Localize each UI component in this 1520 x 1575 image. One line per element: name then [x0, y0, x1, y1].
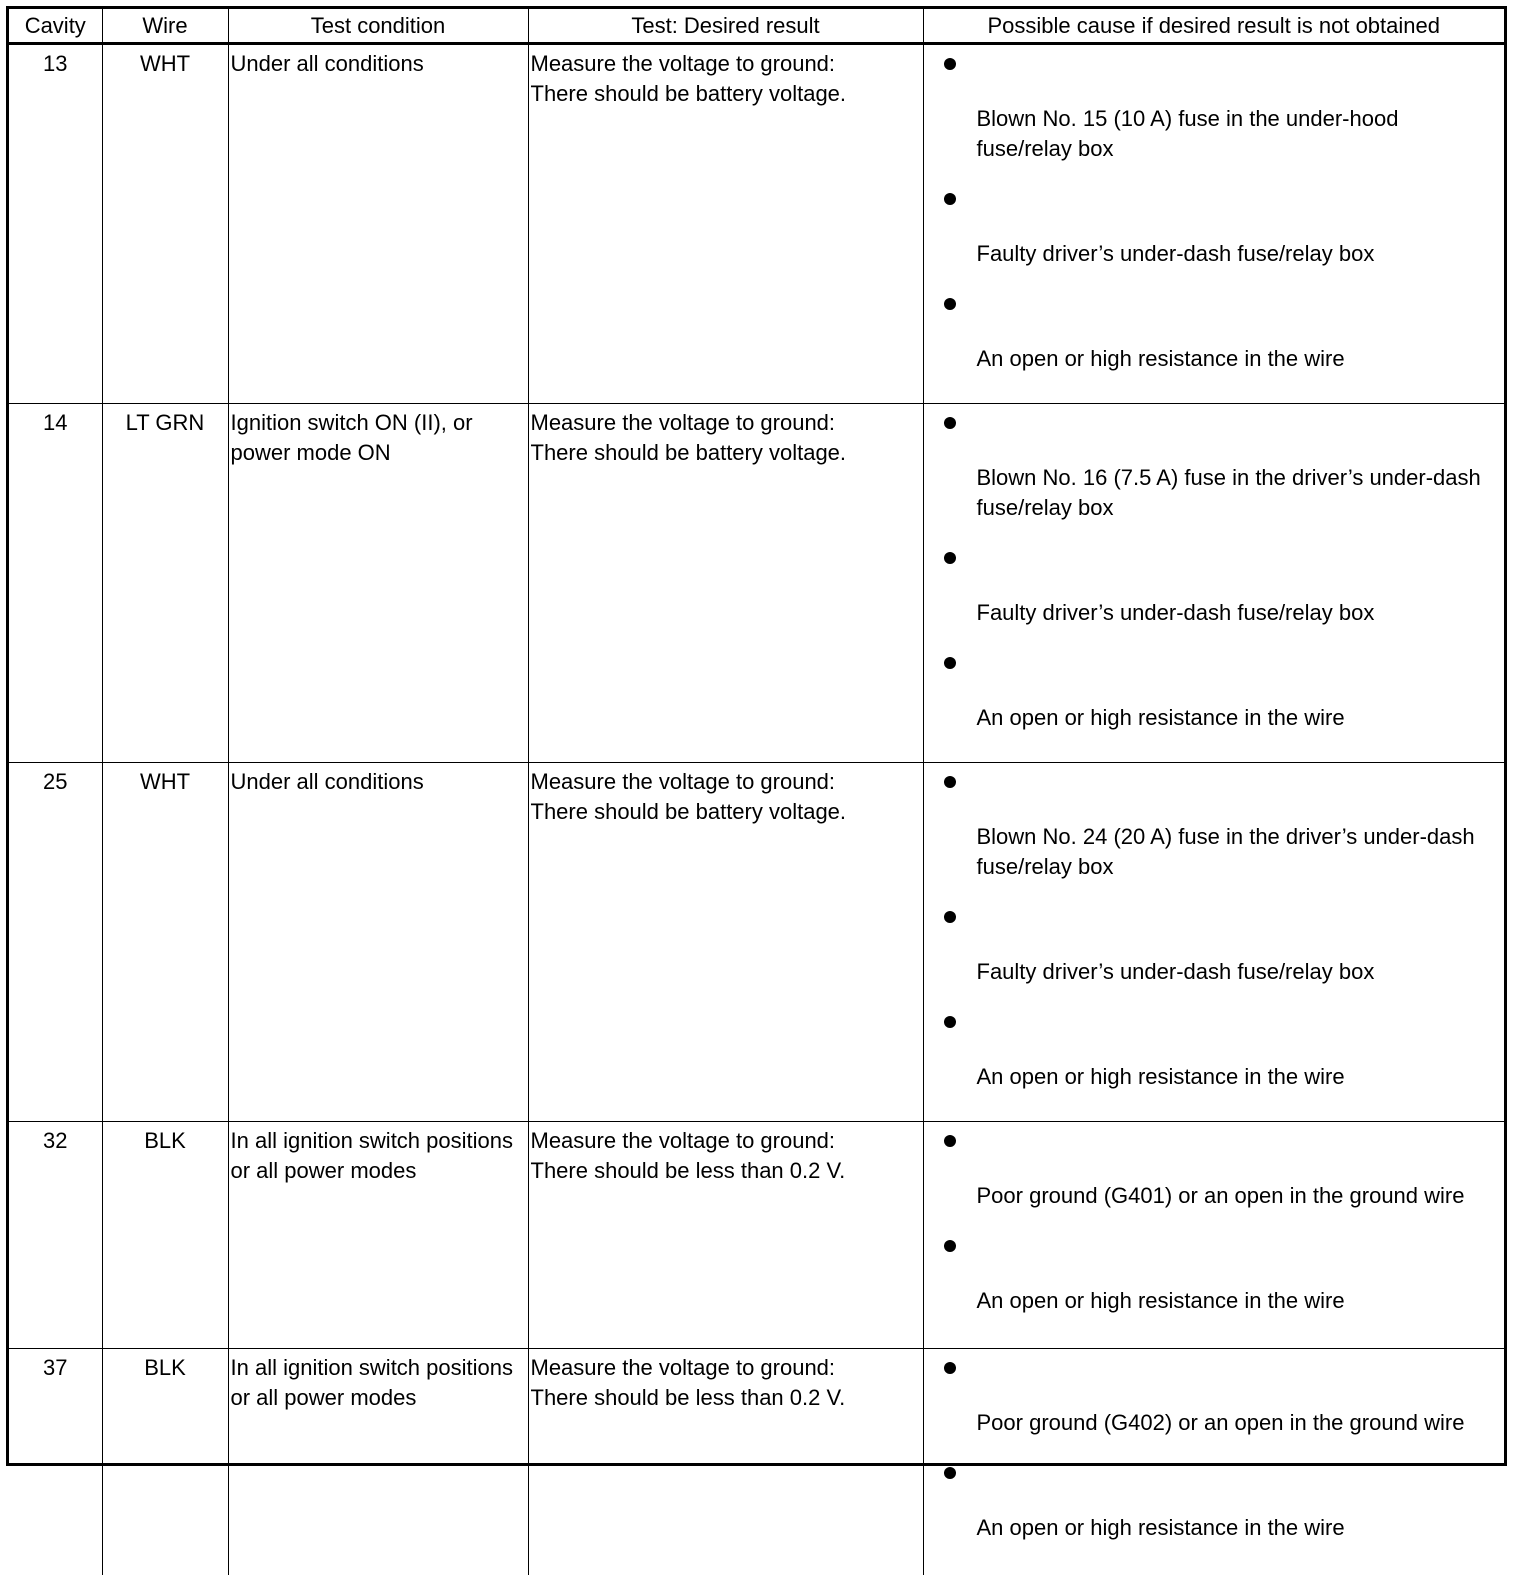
causes-cell	[923, 44, 1504, 404]
cause-text: Faulty driver’s under-dash fuse/relay box	[944, 957, 1495, 987]
result-line: There should be less than 0.2 V.	[531, 1156, 919, 1186]
condition-cell: In all ignition switch positions or all power modes	[228, 1349, 528, 1575]
cause-item	[944, 298, 1495, 374]
cause-item	[944, 911, 1495, 987]
cause-text: Poor ground (G402) or an open in the ground wire	[944, 1408, 1495, 1438]
causes-cell	[923, 763, 1504, 1122]
bullet-icon	[944, 776, 956, 788]
result-line: Measure the voltage to ground:	[531, 1126, 919, 1156]
bullet-icon	[944, 552, 956, 564]
cause-text: Blown No. 24 (20 A) fuse in the driver’s under-dash fuse/relay box	[944, 822, 1495, 882]
wire-cell: BLK	[102, 1349, 228, 1575]
bullet-icon	[944, 1240, 956, 1252]
table-row	[9, 1122, 1504, 1349]
result-cell	[528, 44, 923, 404]
condition-cell: Ignition switch ON (II), or power mode ON	[228, 404, 528, 763]
cause-text: An open or high resistance in the wire	[944, 344, 1495, 374]
header-test-condition: Test condition	[228, 9, 528, 44]
result-line: There should be battery voltage.	[531, 797, 919, 827]
cause-item	[944, 1240, 1495, 1316]
condition-cell: Under all conditions	[228, 44, 528, 404]
cause-text: Blown No. 15 (10 A) fuse in the under-hood fuse/relay box	[944, 104, 1495, 164]
cavity-cell: 37	[9, 1349, 102, 1575]
result-line: There should be battery voltage.	[531, 438, 919, 468]
table-row	[9, 404, 1504, 763]
table-row	[9, 44, 1504, 404]
cause-text: An open or high resistance in the wire	[944, 1513, 1495, 1543]
result-cell	[528, 1349, 923, 1575]
bullet-icon	[944, 193, 956, 205]
cavity-cell: 32	[9, 1122, 102, 1349]
cause-item	[944, 1016, 1495, 1092]
header-wire: Wire	[102, 9, 228, 44]
wire-cell: LT GRN	[102, 404, 228, 763]
result-line: There should be less than 0.2 V.	[531, 1383, 919, 1413]
bullet-icon	[944, 1016, 956, 1028]
result-cell	[528, 404, 923, 763]
result-cell	[528, 763, 923, 1122]
cause-text: An open or high resistance in the wire	[944, 703, 1495, 733]
wire-cell: WHT	[102, 763, 228, 1122]
cause-text: An open or high resistance in the wire	[944, 1062, 1495, 1092]
cause-text: An open or high resistance in the wire	[944, 1286, 1495, 1316]
header-possible-cause: Possible cause if desired result is not obtained	[923, 9, 1504, 44]
diagnostic-table	[9, 9, 1504, 1575]
bullet-icon	[944, 657, 956, 669]
wire-cell: WHT	[102, 44, 228, 404]
cause-item	[944, 417, 1495, 523]
condition-cell: Under all conditions	[228, 763, 528, 1122]
table-row	[9, 763, 1504, 1122]
causes-cell	[923, 1349, 1504, 1575]
bullet-icon	[944, 417, 956, 429]
header-cavity: Cavity	[9, 9, 102, 44]
bullet-icon	[944, 298, 956, 310]
cause-item	[944, 1362, 1495, 1438]
cause-item	[944, 58, 1495, 164]
bullet-icon	[944, 58, 956, 70]
cause-item	[944, 1135, 1495, 1211]
bullet-icon	[944, 1362, 956, 1374]
table-row	[9, 1349, 1504, 1575]
result-line: Measure the voltage to ground:	[531, 408, 919, 438]
result-line: Measure the voltage to ground:	[531, 767, 919, 797]
header-desired-result: Test: Desired result	[528, 9, 923, 44]
cause-item	[944, 552, 1495, 628]
causes-cell	[923, 404, 1504, 763]
causes-cell	[923, 1122, 1504, 1349]
cause-text: Faulty driver’s under-dash fuse/relay box	[944, 598, 1495, 628]
bullet-icon	[944, 1135, 956, 1147]
cause-item	[944, 193, 1495, 269]
diagnostic-table-frame	[6, 6, 1507, 1466]
result-line: Measure the voltage to ground:	[531, 1353, 919, 1383]
cause-item	[944, 657, 1495, 733]
condition-cell: In all ignition switch positions or all power modes	[228, 1122, 528, 1349]
cavity-cell: 25	[9, 763, 102, 1122]
result-cell	[528, 1122, 923, 1349]
cause-item	[944, 1467, 1495, 1543]
cause-item	[944, 776, 1495, 882]
bullet-icon	[944, 1467, 956, 1479]
cavity-cell: 13	[9, 44, 102, 404]
cavity-cell: 14	[9, 404, 102, 763]
wire-cell: BLK	[102, 1122, 228, 1349]
cause-text: Faulty driver’s under-dash fuse/relay box	[944, 239, 1495, 269]
result-line: There should be battery voltage.	[531, 79, 919, 109]
cause-text: Blown No. 16 (7.5 A) fuse in the driver’s under-dash fuse/relay box	[944, 463, 1495, 523]
cause-text: Poor ground (G401) or an open in the ground wire	[944, 1181, 1495, 1211]
result-line: Measure the voltage to ground:	[531, 49, 919, 79]
bullet-icon	[944, 911, 956, 923]
header-row	[9, 9, 1504, 44]
